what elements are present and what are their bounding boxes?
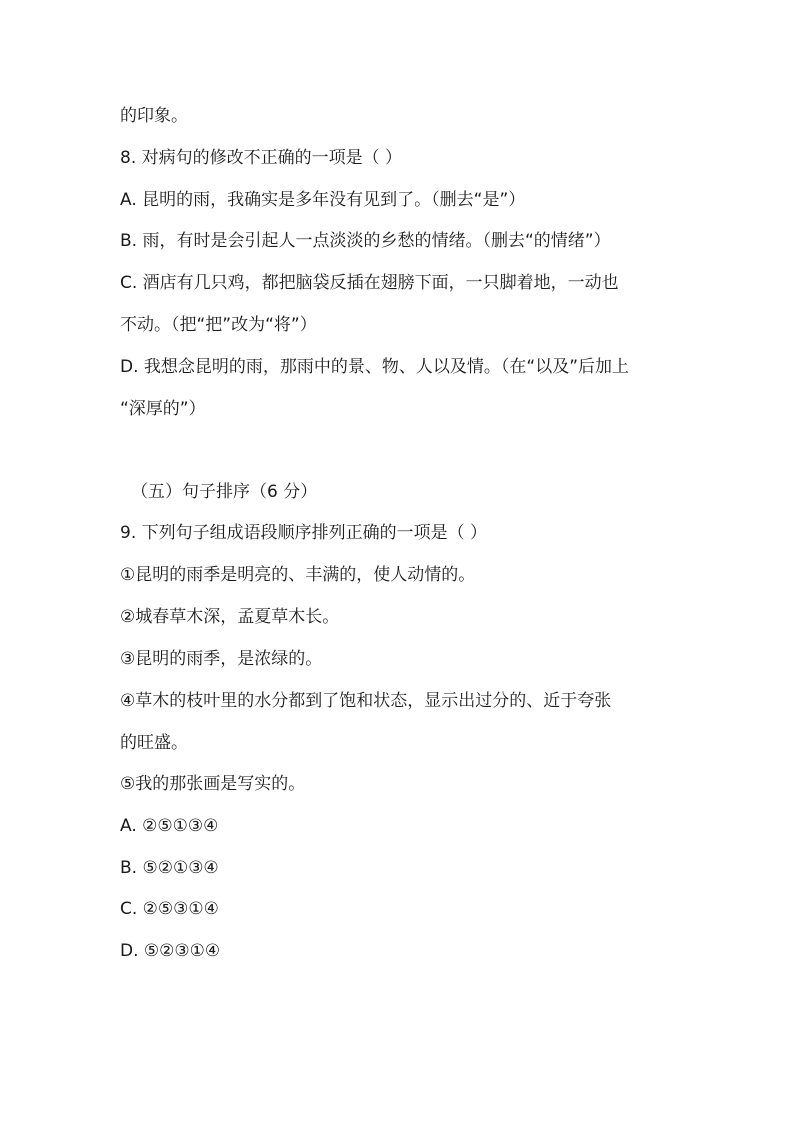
q9-sentence-3: ③昆明的雨季，是浓绿的。 (120, 649, 323, 669)
q8-option-c-continued: 不动。（把“把”改为“将”） (120, 315, 317, 335)
q9-option-b: B. ⑤②①③④ (120, 858, 219, 878)
paragraph-continuation: 的印象。 (120, 106, 188, 126)
q8-option-d-continued: “深厚的”） (120, 399, 206, 419)
q9-option-d: D. ⑤②③①④ (120, 941, 221, 961)
q9-option-c: C. ②⑤③①④ (120, 899, 219, 919)
q9-sentence-5: ⑤我的那张画是写实的。 (120, 774, 306, 794)
q8-option-c: C. 酒店有几只鸡，都把脑袋反插在翅膀下面，一只脚着地，一动也 (120, 273, 619, 293)
question-8: 8. 对病句的修改不正确的一项是（ ） (120, 148, 403, 168)
q8-option-b: B. 雨，有时是会引起人一点淡淡的乡愁的情绪。（删去“的情绪”） (120, 231, 611, 251)
q9-sentence-1: ①昆明的雨季是明亮的、丰满的，使人动情的。 (120, 565, 476, 585)
section-heading: （五）句子排序（6 分） (131, 482, 318, 502)
q9-sentence-4: ④草木的枝叶里的水分都到了饱和状态，显示出过分的、近于夸张 (120, 691, 612, 711)
q9-sentence-2: ②城春草木深，孟夏草木长。 (120, 607, 340, 627)
question-9: 9. 下列句子组成语段顺序排列正确的一项是（ ） (120, 523, 488, 543)
q9-sentence-4-continued: 的旺盛。 (120, 733, 188, 753)
q9-option-a: A. ②⑤①③④ (120, 816, 219, 836)
q8-option-a: A. 昆明的雨，我确实是多年没有见到了。（删去“是”） (120, 190, 526, 210)
q8-option-d: D. 我想念昆明的雨，那雨中的景、物、人以及情。（在“以及”后加上 (120, 357, 630, 377)
